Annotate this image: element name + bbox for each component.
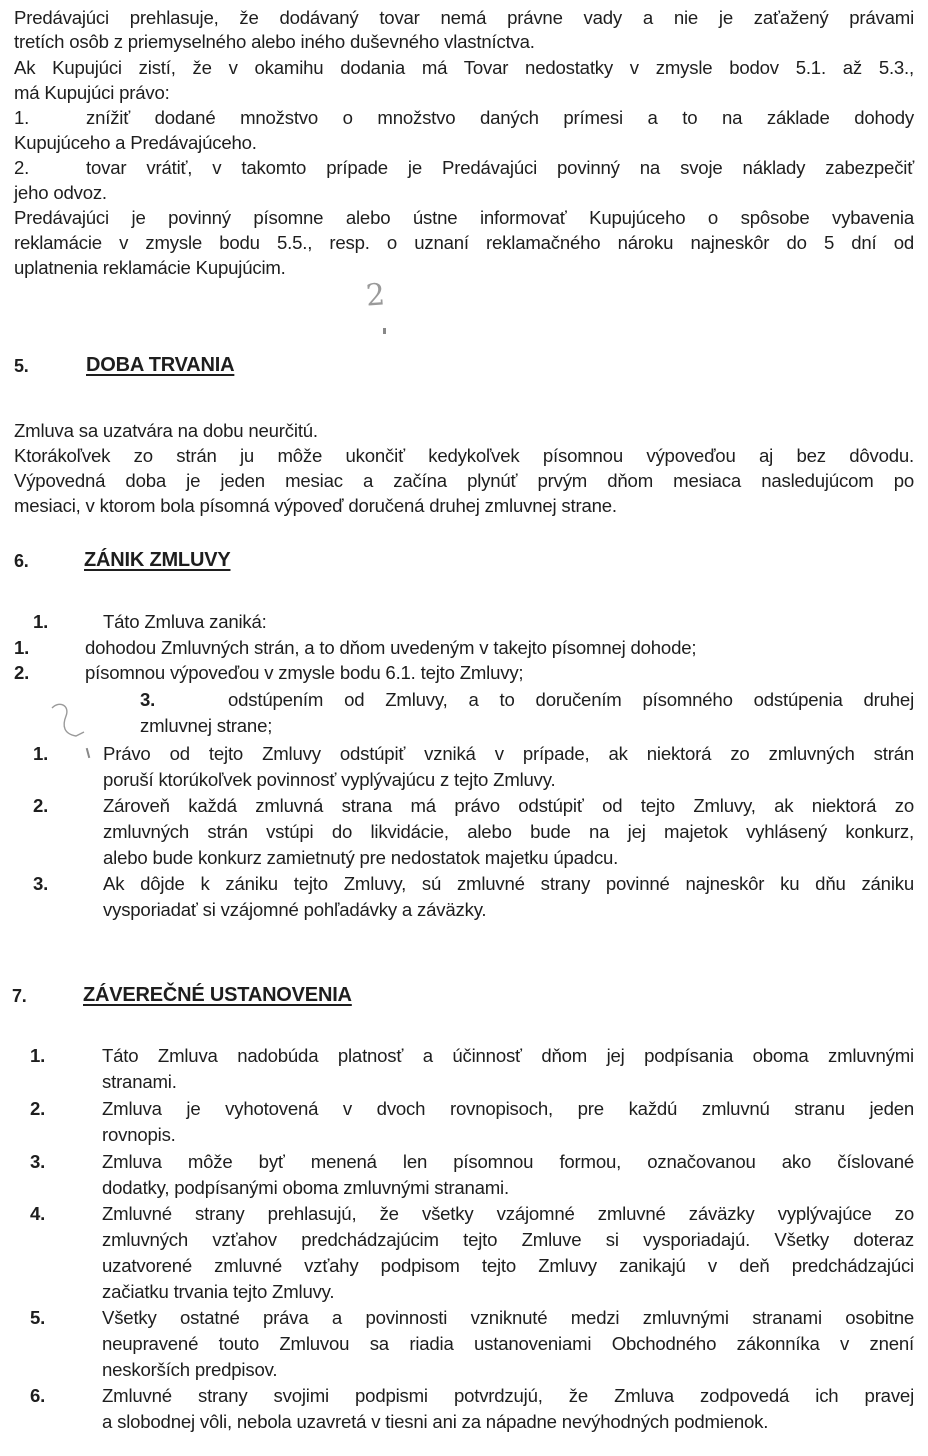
- list-number: 1.: [14, 107, 30, 128]
- text-line: Výpovedná doba je jeden mesiac a začína plynúť prvým dňom mesiaca nasledujúcom po: [14, 470, 914, 491]
- list-number: 5.: [30, 1307, 46, 1328]
- text-line: tovar vrátiť, v takomto prípade je Predávajúci povinný na svoje náklady zabezpečiť: [86, 157, 914, 178]
- list-number: 2.: [14, 157, 30, 178]
- list-number: 1.: [33, 611, 49, 632]
- text-line: znížiť dodané množstvo o množstvo daných prímesi a to na základe dohody: [86, 107, 914, 128]
- section-number: 6.: [14, 551, 29, 571]
- text-line: poruší ktorúkoľvek povinnosť vyplývajúcu z tejto Zmluvy.: [103, 769, 556, 790]
- list-number: 4.: [30, 1203, 46, 1224]
- text-line: alebo bude konkurz zamietnutý pre nedostatok majetku úpadcu.: [103, 847, 619, 868]
- list-number: 1.: [30, 1045, 46, 1066]
- list-number: 2.: [30, 1098, 46, 1119]
- text-line: dohodou Zmluvných strán, a to dňom uvedeným v takejto písomnej dohode;: [85, 637, 697, 658]
- text-line: Zmluvné strany svojimi podpismi potvrdzujú, že Zmluva zodpovedá ich pravej: [102, 1385, 914, 1406]
- text-line: stranami.: [102, 1071, 177, 1092]
- text-line: dodatky, podpísanými oboma zmluvnými stranami.: [102, 1177, 509, 1198]
- text-line: tretích osôb z priemyselného alebo iného duševného vlastníctva.: [14, 31, 535, 52]
- list-number: 6.: [30, 1385, 46, 1406]
- list-number: 2.: [14, 662, 30, 683]
- text-line: odstúpením od Zmluvy, a to doručením písomného odstúpenia druhej: [228, 689, 914, 710]
- text-line: Zmluva môže byť menená len písomnou formou, označovanou ako číslované: [102, 1151, 914, 1172]
- section-number: 5.: [14, 356, 29, 376]
- text-line: Zároveň každá zmluvná strana má právo odstúpiť od tejto Zmluvy, ak niektorá zo: [103, 795, 914, 816]
- text-line: má Kupujúci právo:: [14, 82, 170, 103]
- text-line: Zmluva je vyhotovená v dvoch rovnopisoch, pre každú zmluvnú stranu jeden: [102, 1098, 914, 1119]
- text-line: Predávajúci je povinný písomne alebo ústne informovať Kupujúceho o spôsobe vybavenia: [14, 207, 914, 228]
- text-line: uzatvorené zmluvné vzťahy podpisom tejto Zmluvy zanikajú v deň predchádzajúci: [102, 1255, 914, 1276]
- text-line: zmluvných strán vstúpi do likvidácie, alebo bude na jej majetok vyhlásený konkurz,: [103, 821, 914, 842]
- text-line: Kupujúceho a Predávajúceho.: [14, 132, 257, 153]
- text-line: neskorších predpisov.: [102, 1359, 278, 1380]
- text-line: reklamácie v zmysle bodu 5.5., resp. o uznaní reklamačného nároku najneskôr do 5 dní od: [14, 232, 914, 253]
- text-line: začiatku trvania tejto Zmluvy.: [102, 1281, 335, 1302]
- list-number: 1.: [33, 743, 49, 764]
- text-line: uplatnenia reklamácie Kupujúcim.: [14, 257, 286, 278]
- text-line: Táto Zmluva zaniká:: [103, 611, 267, 632]
- handwritten-dot: [383, 328, 386, 334]
- text-line: Ak Kupujúci zistí, že v okamihu dodania má Tovar nedostatky v zmysle bodov 5.1. až 5.3.,: [14, 57, 914, 78]
- handwritten-tick: [86, 748, 91, 758]
- text-line: Právo od tejto Zmluvy odstúpiť vzniká v prípade, ak niektorá zo zmluvných strán: [103, 743, 914, 764]
- list-number: 3.: [30, 1151, 46, 1172]
- text-line: zmluvnej strane;: [140, 715, 273, 736]
- text-line: neupravené touto Zmluvou sa riadia ustanoveniami Obchodného zákonníka v znení: [102, 1333, 914, 1354]
- list-number: 1.: [14, 637, 30, 658]
- text-line: vysporiadať si vzájomné pohľadávky a záväzky.: [103, 899, 487, 920]
- text-line: Ak dôjde k zániku tejto Zmluvy, sú zmluvné strany povinné najneskôr ku dňu zániku: [103, 873, 914, 894]
- list-number: 3.: [140, 689, 156, 710]
- handwritten-squiggle: [40, 700, 100, 742]
- list-number: 2.: [33, 795, 49, 816]
- section-title: DOBA TRVANIA: [86, 354, 235, 376]
- text-line: mesiaci, v ktorom bola písomná výpoveď doručená druhej zmluvnej strane.: [14, 495, 617, 516]
- text-line: Predávajúci prehlasuje, že dodávaný tovar nemá právne vady a nie je zaťažený právami: [14, 7, 914, 28]
- text-line: Zmluva sa uzatvára na dobu neurčitú.: [14, 420, 318, 441]
- text-line: Zmluvné strany prehlasujú, že všetky vzájomné zmluvné záväzky vyplývajúce zo: [102, 1203, 914, 1224]
- list-number: 3.: [33, 873, 49, 894]
- section-title: ZÁNIK ZMLUVY: [84, 549, 231, 571]
- text-line: Všetky ostatné práva a povinnosti vzniknuté medzi zmluvnými stranami osobitne: [102, 1307, 914, 1328]
- handwritten-mark: 2: [364, 277, 387, 314]
- section-title: ZÁVEREČNÉ USTANOVENIA: [83, 984, 352, 1006]
- text-line: rovnopis.: [102, 1124, 176, 1145]
- text-line: Ktorákoľvek zo strán ju môže ukončiť kedykoľvek písomnou výpoveďou aj bez dôvodu.: [14, 445, 914, 466]
- text-line: písomnou výpoveďou v zmysle bodu 6.1. tejto Zmluvy;: [85, 662, 524, 683]
- text-line: jeho odvoz.: [14, 182, 107, 203]
- text-line: Táto Zmluva nadobúda platnosť a účinnosť dňom jej podpísania oboma zmluvnými: [102, 1045, 914, 1066]
- section-number: 7.: [12, 986, 27, 1006]
- text-line: zmluvných vzťahov predchádzajúcim tejto Zmluve si vysporiadajú. Všetky doteraz: [102, 1229, 914, 1250]
- text-line: a slobodnej vôli, nebola uzavretá v tiesni ani za nápadne nevýhodných podmienok.: [102, 1411, 769, 1432]
